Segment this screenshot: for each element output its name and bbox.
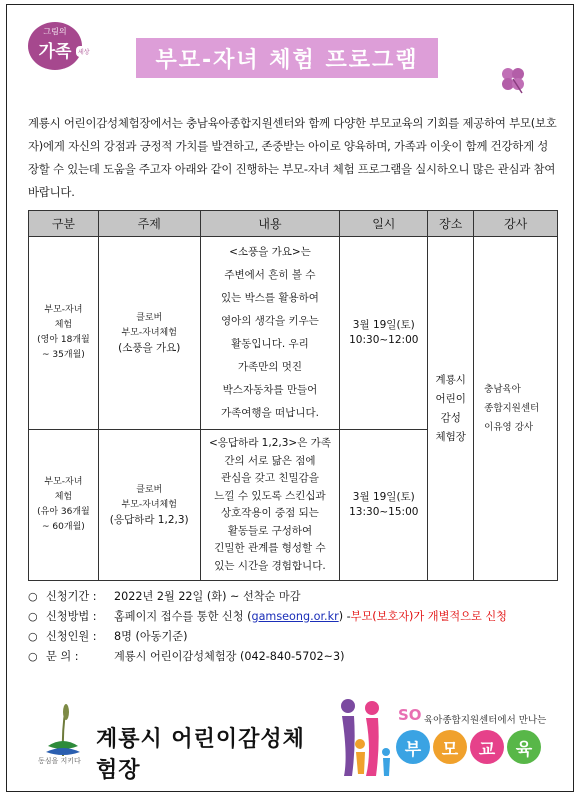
date-line: 3월 19일(토) — [352, 491, 415, 503]
method-row — [28, 606, 558, 626]
content-line: 관심을 갖고 친밀감을 — [220, 472, 319, 484]
clover-icon — [498, 64, 528, 94]
method-pre: 홈페이지 접수를 통한 신청 ( — [114, 610, 252, 623]
place-cell — [428, 237, 474, 581]
header-datetime: 일시 — [340, 211, 428, 237]
content-line: 긴밀한 관계를 형성할 수 — [214, 542, 326, 554]
method-mid: ) - — [338, 609, 351, 623]
partner-logo — [332, 692, 564, 782]
content-line: 가족여행을 떠납니다. — [220, 407, 319, 419]
content-line: 영아의 생각을 키우는 — [220, 315, 319, 327]
partner-tagline: 육아종합지원센터에서 만나는 — [424, 715, 547, 726]
instructor-line: 충남육아 — [484, 384, 521, 395]
date-cell — [340, 430, 428, 581]
topic-line: 부모-자녀체험 — [121, 327, 177, 338]
place-line: 계룡시 — [435, 373, 466, 386]
partner-so-mark: SO — [398, 706, 422, 724]
logo-tail-text: 세상 — [76, 46, 92, 57]
place-line: 체험장 — [435, 430, 466, 443]
topic-line: 클로버 — [136, 484, 163, 495]
instructor-line: 이유영 강사 — [484, 422, 534, 433]
topic-cell — [98, 237, 200, 430]
content-line: <소풍을 가요>는 — [229, 246, 311, 258]
organizer-logo — [36, 700, 316, 783]
content-line: 있는 시간을 경험합니다. — [214, 559, 326, 572]
content-line: <응답하라 1,2,3>은 가족 — [208, 437, 331, 449]
time-line: 10:30~12:00 — [349, 334, 419, 346]
contact-row — [28, 646, 558, 666]
header-place: 장소 — [428, 211, 474, 237]
date-line: 3월 19일(토) — [352, 319, 415, 331]
parent-education-badges — [396, 730, 541, 764]
schedule-table — [28, 210, 558, 581]
topic-line: (응답하라 1,2,3) — [109, 513, 189, 526]
date-cell — [340, 237, 428, 430]
category-line: ~ 60개월) — [42, 522, 85, 532]
period-label: 신청기간 : — [46, 590, 97, 603]
application-info — [28, 586, 558, 666]
header-topic: 주제 — [98, 211, 200, 237]
period-value: 2022년 2월 22일 (화) ~ 선착순 마감 — [114, 590, 301, 603]
badge-char: 육 — [507, 730, 541, 764]
category-cell — [29, 237, 99, 430]
category-line: ~ 35개월) — [42, 350, 85, 360]
table-header-row — [29, 211, 558, 237]
content-line: 박스자동차를 만들어 — [222, 384, 318, 396]
instructor-line: 종합지원센터 — [484, 403, 540, 414]
content-line: 활동들로 구성하여 — [227, 524, 313, 537]
content-line: 간의 서로 닮은 점에 — [224, 454, 316, 467]
content-line: 활동입니다. 우리 — [231, 338, 309, 350]
category-line: (영아 18개월 — [37, 335, 90, 345]
logo-big-text: 가족 — [38, 42, 72, 62]
time-line: 13:30~15:00 — [349, 506, 419, 518]
contact-value: 계룡시 어린이감성체험장 (042-840-5702~3) — [114, 650, 345, 663]
content-line: 가족만의 멋진 — [237, 361, 303, 373]
method-note: 부모(보호자)가 개별적으로 신청 — [350, 610, 507, 623]
badge-char: 부 — [396, 730, 430, 764]
bullet-icon: ○ — [28, 589, 38, 603]
people-value: 8명 (아동기준) — [114, 630, 188, 643]
header-instructor: 강사 — [474, 211, 558, 237]
content-line: 느낄 수 있도록 스킨십과 — [214, 489, 326, 502]
organizer-name: 계룡시 어린이감성체험장 — [96, 726, 305, 783]
category-line: 체험 — [54, 492, 73, 502]
content-line: 있는 박스를 활용하여 — [220, 292, 319, 304]
place-line: 어린이 — [435, 392, 466, 405]
intro-paragraph: 계룡시 어린이감성체험장에서는 충남육아종합지원센터와 함께 다양한 부모교육의 기회를 제공하여 부모(보호자)에게 자신의 강점과 긍정적 가치를 발견하고, 존중받는 아이로 양육하며, 가족과 이웃이 함께 건강하게 성장할 수 있는데 도움을 주고자 아래와 같이 진행하는 부모-자녀 체험 프로그램을 실시하오니 많은 관심과 참여 바랍니다. — [28, 116, 557, 199]
title-banner — [136, 38, 438, 78]
badge-char: 교 — [470, 730, 504, 764]
badge-char: 모 — [433, 730, 467, 764]
people-label: 신청인원 : — [46, 630, 97, 643]
bullet-icon: ○ — [28, 629, 38, 643]
sprout-icon — [40, 700, 86, 760]
family-logo — [22, 18, 94, 78]
content-cell — [200, 430, 340, 581]
category-line: 부모-자녀 — [44, 477, 83, 487]
header-content: 내용 — [200, 211, 340, 237]
bullet-icon: ○ — [28, 649, 38, 663]
category-line: 부모-자녀 — [44, 305, 83, 315]
period-row — [28, 586, 558, 606]
topic-line: 부모-자녀체험 — [121, 499, 177, 510]
instructor-cell — [474, 237, 558, 581]
topic-line: (소풍을 가요) — [118, 341, 181, 354]
topic-cell — [98, 430, 200, 581]
place-line: 감성 — [440, 411, 461, 424]
family-figures-icon — [332, 696, 396, 780]
people-row — [28, 626, 558, 646]
organizer-slogan: 동심을 지키다 — [38, 757, 81, 765]
homepage-link[interactable]: gamseong.or.kr — [251, 609, 339, 623]
category-cell — [29, 430, 99, 581]
category-line: 체험 — [54, 320, 73, 330]
category-line: (유아 36개월 — [37, 507, 90, 517]
table-row — [29, 237, 558, 430]
topic-line: 클로버 — [136, 312, 163, 323]
content-cell — [200, 237, 340, 430]
page-title: 부모-자녀 체험 프로그램 — [155, 47, 419, 73]
bullet-icon: ○ — [28, 609, 38, 623]
header-category: 구분 — [29, 211, 99, 237]
content-line: 상호작용이 중점 되는 — [220, 507, 319, 519]
logo-small-text: 그림의 — [43, 27, 67, 36]
content-line: 주변에서 흔히 볼 수 — [224, 269, 316, 281]
contact-label: 문 의 : — [46, 650, 79, 663]
method-label: 신청방법 : — [46, 610, 97, 623]
